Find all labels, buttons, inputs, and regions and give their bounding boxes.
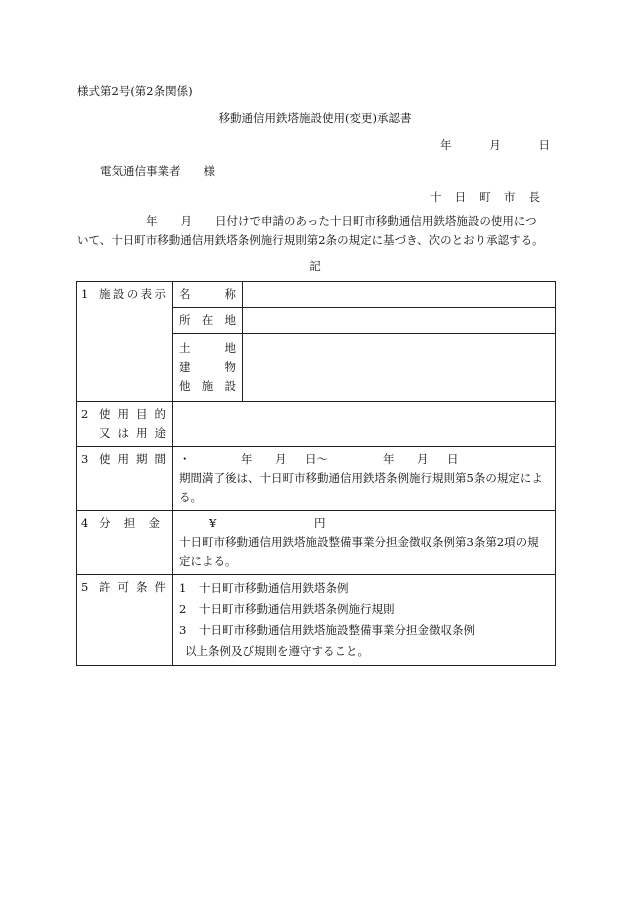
- approval-table: [76, 281, 556, 666]
- issuer-char: 長: [528, 190, 540, 204]
- fee-value-cell: [173, 511, 556, 575]
- period-value-cell: [173, 447, 556, 511]
- issuer-char: 日: [454, 190, 467, 204]
- land-label: 土 地: [179, 341, 236, 355]
- conditions-header: 5 許 可 条 件: [77, 575, 173, 666]
- period-dates: ・ 年 月 日〜 年 月 日: [179, 452, 459, 466]
- date-year: 年: [440, 138, 452, 152]
- period-note: 期間満了後は、十日町市移動通信用鉄塔条例施行規則第5条の規定による。: [179, 471, 543, 504]
- issuer: [430, 189, 540, 205]
- list-item: 3 十日町市移動通信用鉄塔施設整備事業分担金徴収条例: [179, 623, 475, 637]
- other-facility-label: 他 施 設: [179, 379, 236, 393]
- body-line-2: いて、十日町市移動通信用鉄塔条例施行規則第2条の規定に基づき、次のとおり承認する。: [77, 233, 544, 247]
- issuer-char: 町: [479, 190, 491, 204]
- document-title: 移動通信用鉄塔施設使用(変更)承認書: [218, 111, 412, 125]
- date-line: [440, 137, 550, 153]
- list-item: 1 十日町市移動通信用鉄塔条例: [179, 581, 349, 595]
- fee-amount: [179, 514, 549, 533]
- fee-header: 4 分 担 金: [77, 511, 173, 575]
- body-line-1: 年 月 日付けで申請のあった十日町市移動通信用鉄塔施設の使用につ: [146, 214, 537, 228]
- table-row: [77, 282, 556, 308]
- list-item: 2 十日町市移動通信用鉄塔条例施行規則: [179, 602, 395, 616]
- purpose-header: 2 使 用 目 的 又 は 用 途: [77, 402, 173, 447]
- location-value-cell[interactable]: [243, 308, 556, 334]
- name-value-cell[interactable]: [243, 282, 556, 308]
- fee-note: 十日町市移動通信用鉄塔施設整備事業分担金徴収条例第3条第2項の規定による。: [179, 535, 539, 568]
- location-label-cell: 所 在 地: [173, 308, 243, 334]
- land-building-label-cell: [173, 334, 243, 402]
- row-number: 1: [81, 287, 89, 301]
- facility-label: 施 設 の 表 示: [99, 287, 166, 301]
- period-header: 3 使 用 期 間: [77, 447, 173, 511]
- date-day: 日: [538, 138, 550, 152]
- body-text: [77, 212, 555, 250]
- facility-header: [77, 282, 173, 402]
- table-row: [77, 511, 556, 575]
- issuer-char: 市: [503, 190, 516, 204]
- purpose-value-cell[interactable]: [173, 402, 556, 447]
- yen-unit: 円: [314, 516, 326, 530]
- table-row: [77, 575, 556, 666]
- land-building-value-cell[interactable]: [243, 334, 556, 402]
- conditions-value-cell: [173, 575, 556, 666]
- conditions-footer: 以上条例及び規則を遵守すること。: [185, 644, 369, 658]
- recipient: 電気通信事業者 様: [100, 164, 215, 178]
- table-row: [77, 402, 556, 447]
- table-row: [77, 447, 556, 511]
- form-number-label: 様式第2号(第2条関係): [77, 84, 193, 98]
- issuer-char: 十: [430, 190, 442, 204]
- name-label-cell: 名 称: [173, 282, 243, 308]
- building-label: 建 物: [179, 360, 236, 374]
- date-month: 月: [489, 138, 501, 152]
- ki-heading: 記: [309, 259, 321, 273]
- yen-symbol: ¥: [209, 516, 217, 530]
